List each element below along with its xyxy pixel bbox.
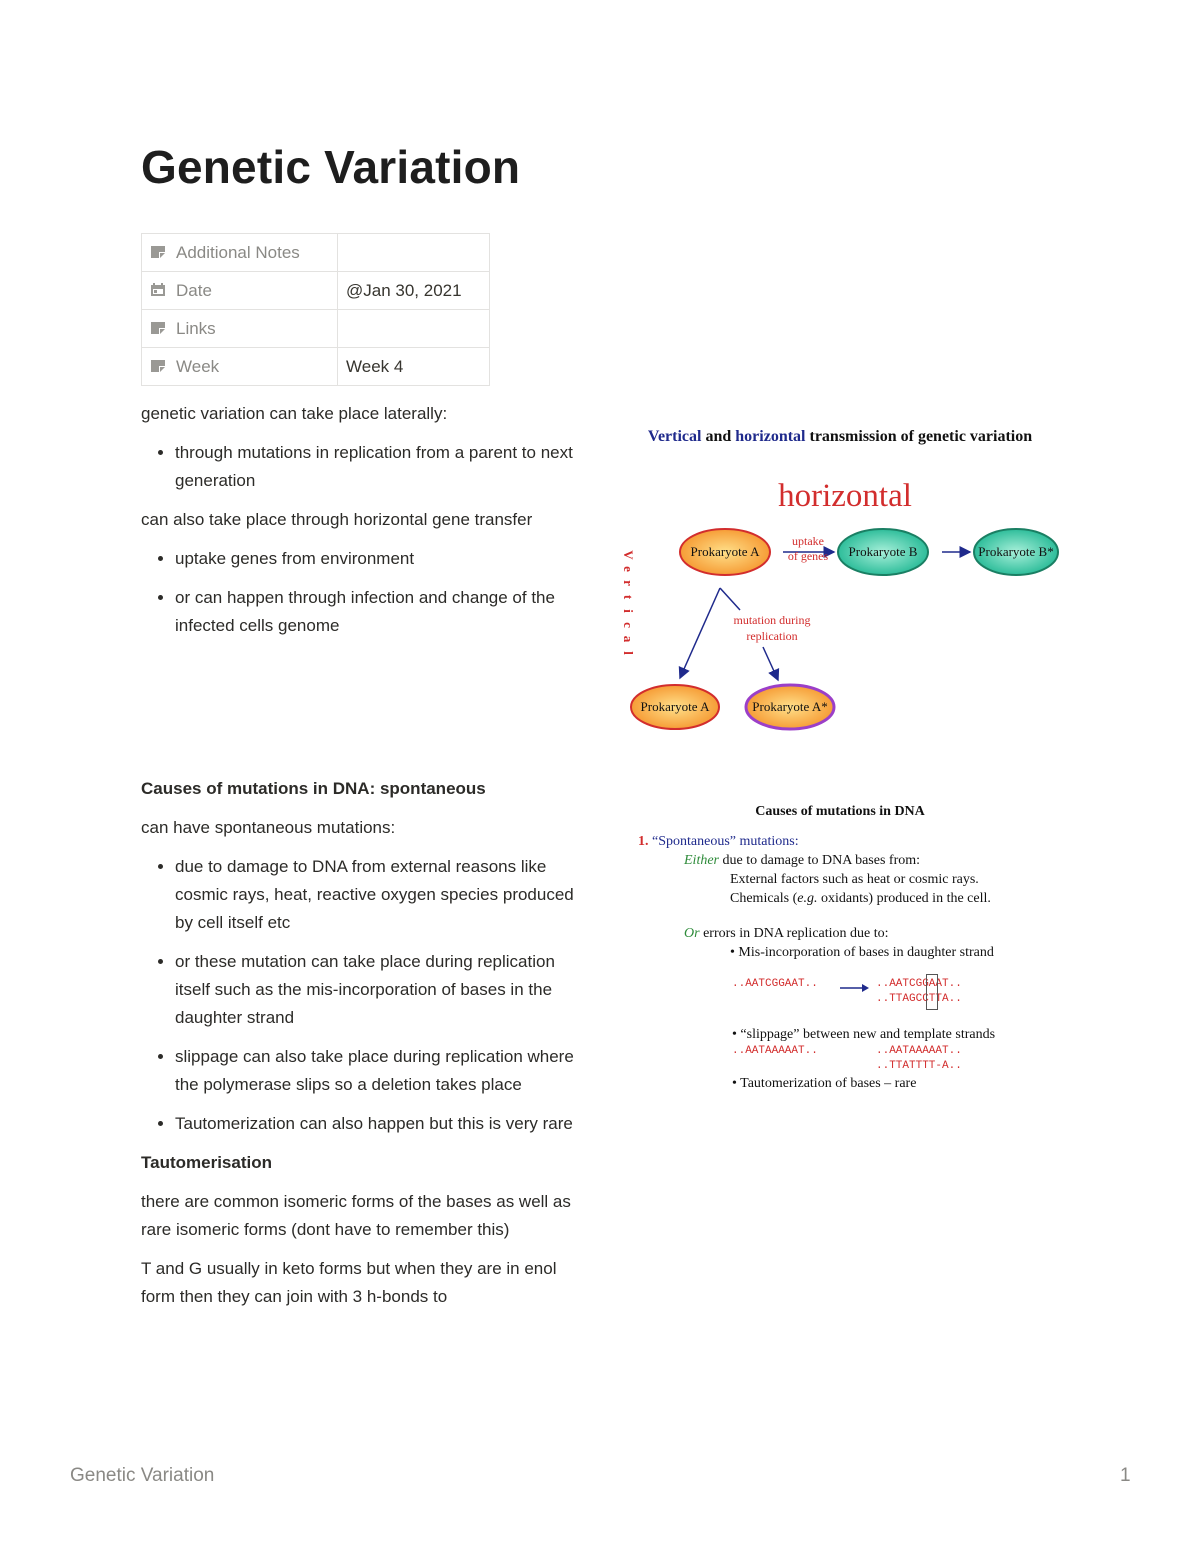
vertical-letter: c xyxy=(621,622,636,628)
property-value[interactable] xyxy=(338,310,490,348)
vertical-letter: i xyxy=(621,609,636,613)
sequence: ..AATCGGAAT.. xyxy=(876,978,962,990)
slide-line: Or errors in DNA replication due to: xyxy=(684,926,889,941)
page-title: Genetic Variation xyxy=(141,141,521,193)
slide-title: Causes of mutations in DNA xyxy=(755,804,925,819)
bullet-list xyxy=(141,439,581,495)
property-row[interactable] xyxy=(142,234,490,272)
calendar-icon xyxy=(150,283,166,297)
sequence: ..AATAAAAAT.. xyxy=(732,1045,818,1057)
label-prokaryote-a: Prokaryote A xyxy=(690,544,760,559)
causes-section xyxy=(141,775,581,1311)
section-heading: Tautomerisation xyxy=(141,1153,272,1172)
property-key: Week xyxy=(142,348,338,386)
property-row[interactable] xyxy=(142,348,490,386)
footer-title: Genetic Variation xyxy=(70,1465,215,1486)
property-row[interactable] xyxy=(142,310,490,348)
vertical-letter: a xyxy=(621,635,636,643)
mutations-slide xyxy=(620,798,1060,1098)
slide-item-heading: 1. “Spontaneous” mutations: xyxy=(638,834,799,849)
sequence: ..AATCGGAAT.. xyxy=(732,978,818,990)
vertical-arrow-right xyxy=(763,647,778,680)
bullet-list xyxy=(141,545,581,640)
paragraph: there are common isomeric forms of the bases as well as rare isomeric forms (dont have to remember this) xyxy=(141,1192,571,1239)
transmission-diagram xyxy=(600,420,1080,750)
sequence: ..TTAGCCTTA.. xyxy=(876,993,962,1005)
section-heading: Causes of mutations in DNA: spontaneous xyxy=(141,779,486,798)
mutation-line: mutation during xyxy=(733,613,811,627)
list-item: • through mutations in replication from a parent to next generation xyxy=(175,439,581,495)
vertical-letter: e xyxy=(621,566,636,572)
uptake-line: uptake xyxy=(792,534,824,548)
label-prokaryote-a-child: Prokaryote A xyxy=(640,699,710,714)
text-property-icon xyxy=(150,245,166,259)
intro-section xyxy=(141,400,581,640)
vertical-letter: l xyxy=(621,651,636,655)
arrow-icon xyxy=(840,982,870,994)
label-prokaryote-a-star: Prokaryote A* xyxy=(752,699,828,714)
property-key: Links xyxy=(142,310,338,348)
slide-line: External factors such as heat or cosmic rays. xyxy=(730,872,979,887)
uptake-label xyxy=(780,534,836,564)
vertical-arrow-left xyxy=(680,588,720,678)
properties-table xyxy=(141,233,490,386)
mutation-line: replication xyxy=(746,629,798,643)
page-number: 1 xyxy=(1120,1465,1131,1486)
slide-line: • Tautomerization of bases – rare xyxy=(732,1076,917,1091)
list-item: • uptake genes from environment xyxy=(175,545,581,573)
property-row[interactable] xyxy=(142,272,490,310)
sequence: ..AATAAAAAT.. xyxy=(876,1045,962,1057)
text-property-icon xyxy=(150,359,166,373)
label-prokaryote-b: Prokaryote B xyxy=(848,544,918,559)
list-item: • slippage can also take place during replication where the polymerase slips so a deletion takes place xyxy=(175,1043,581,1099)
slide-line: • “slippage” between new and template strands xyxy=(732,1027,996,1042)
uptake-line: of genes xyxy=(787,549,829,563)
property-key: Additional Notes xyxy=(142,234,338,272)
list-item: • due to damage to DNA from external reasons like cosmic rays, heat, reactive oxygen species produced by cell itself etc xyxy=(175,853,581,937)
sequence: ..TTATTTT-A.. xyxy=(876,1060,962,1072)
vertical-letter: t xyxy=(621,594,636,600)
diagram-title: Vertical and horizontal transmission of genetic variation xyxy=(647,428,1033,445)
list-item: • or these mutation can take place during replication itself such as the mis-incorporation of bases in the daughter strand xyxy=(175,948,581,1032)
vertical-letter: r xyxy=(621,580,636,586)
paragraph: genetic variation can take place laterally: xyxy=(141,404,448,423)
property-key: Date xyxy=(142,272,338,310)
paragraph: can have spontaneous mutations: xyxy=(141,818,396,837)
bullet-list xyxy=(141,853,581,1138)
list-item: • or can happen through infection and change of the infected cells genome xyxy=(175,584,581,640)
horizontal-label: horizontal xyxy=(778,478,912,514)
slide-line: • Mis-incorporation of bases in daughter strand xyxy=(730,945,994,960)
text-property-icon xyxy=(150,321,166,335)
label-prokaryote-b-star: Prokaryote B* xyxy=(978,544,1054,559)
slide-line: Either due to damage to DNA bases from: xyxy=(684,853,921,868)
paragraph: can also take place through horizontal gene transfer xyxy=(141,510,533,529)
mismatch-box xyxy=(926,974,938,1010)
slide-line: Chemicals (e.g. oxidants) produced in the cell. xyxy=(730,891,991,906)
paragraph: T and G usually in keto forms but when they are in enol form then they can join with 3 h-bonds to xyxy=(141,1259,557,1306)
vertical-letter: V xyxy=(621,550,636,560)
property-value[interactable]: Week 4 xyxy=(338,348,490,386)
vertical-arrow-right-start xyxy=(720,588,740,610)
list-item: • Tautomerization can also happen but this is very rare xyxy=(175,1110,581,1138)
property-value[interactable]: @Jan 30, 2021 xyxy=(338,272,490,310)
property-value[interactable] xyxy=(338,234,490,272)
mutation-label xyxy=(722,612,822,644)
